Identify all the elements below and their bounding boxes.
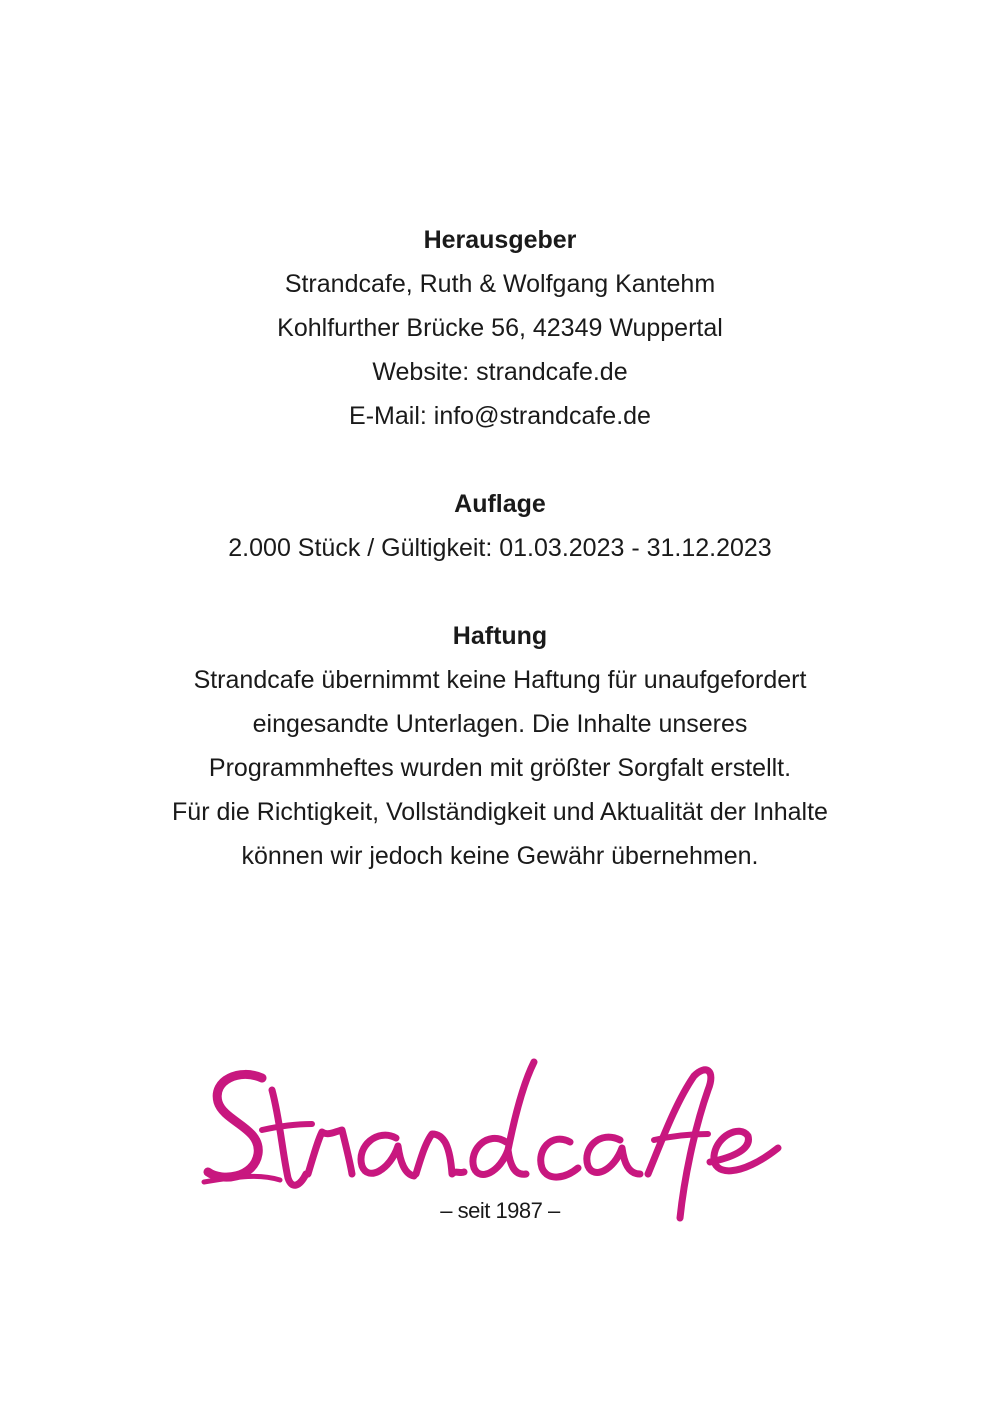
liability-line-4: Für die Richtigkeit, Vollständigkeit und Aktualität der Inhalte [172,798,828,826]
publisher-website: Website: strandcafe.de [372,358,628,386]
logo-tagline: – seit 1987 – [440,1198,560,1223]
edition-section [0,482,1000,570]
liability-section [0,614,1000,878]
publisher-address: Kohlfurther Brücke 56, 42349 Wuppertal [277,314,723,342]
liability-line-5: können wir jedoch keine Gewähr übernehmen. [241,842,759,870]
liability-line-2: eingesandte Unterlagen. Die Inhalte unseres [252,710,748,738]
publisher-email: E-Mail: info@strandcafe.de [349,402,651,430]
publisher-heading: Herausgeber [423,226,577,254]
liability-line-1: Strandcafe übernimmt keine Haftung für unaufgefordert [193,666,807,694]
liability-heading: Haftung [452,622,548,650]
edition-heading: Auflage [454,490,546,518]
imprint-content [0,218,1000,922]
publisher-name: Strandcafe, Ruth & Wolfgang Kantehm [284,270,716,298]
publisher-section [0,218,1000,438]
edition-details: 2.000 Stück / Gültigkeit: 01.03.2023 - 31.12.2023 [228,534,772,562]
liability-line-3: Programmheftes wurden mit größter Sorgfalt erstellt. [208,754,792,782]
